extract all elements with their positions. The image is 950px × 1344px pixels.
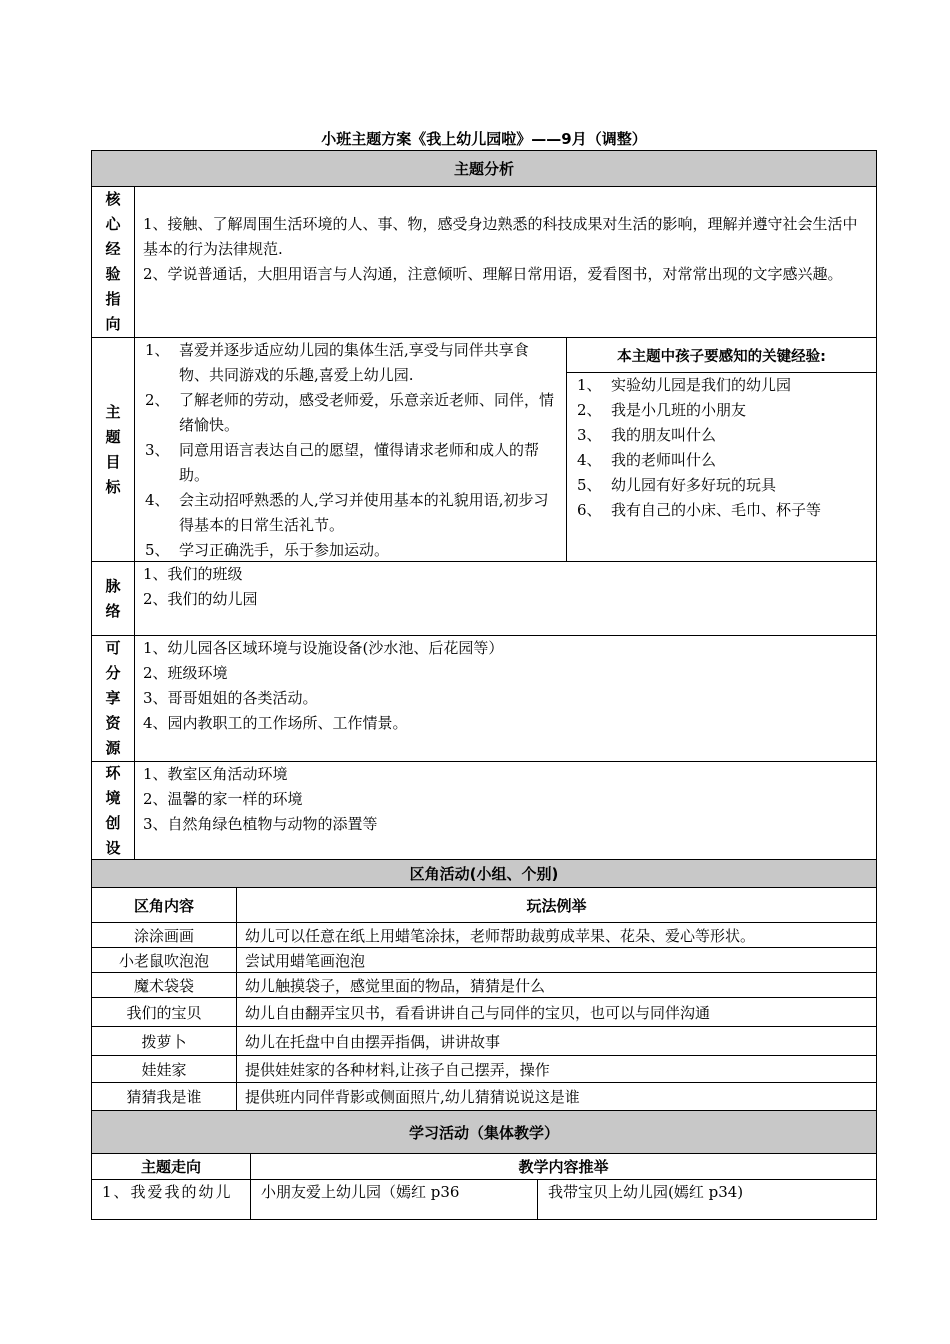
corner-col2-header: 玩法例举	[236, 887, 877, 923]
corner-row-name: 拨萝卜	[91, 1026, 237, 1056]
goals-label: 主题目标	[105, 402, 121, 496]
environment-line-3: 3、自然角绿色植物与动物的添置等	[143, 815, 378, 833]
learning-content-cell-2: 我带宝贝上幼儿园(嫣红 p34)	[537, 1179, 877, 1220]
theme-analysis-header	[91, 150, 877, 187]
learning-col1-header: 主题走向	[91, 1153, 251, 1180]
context-label: 脉络	[105, 576, 121, 620]
corner-row-name: 猜猜我是谁	[91, 1082, 237, 1111]
corner-row-desc: 幼儿可以任意在纸上用蜡笔涂抹，老师帮助裁剪成苹果、花朵、爱心等形状。	[236, 922, 877, 948]
key-experience-list	[577, 373, 870, 523]
learning-activity-header-text: 学习活动（集体教学）	[408, 1123, 559, 1142]
environment-line-1: 1、教室区角活动环境	[143, 765, 288, 783]
context-line-2: 2、我们的幼儿园	[143, 590, 258, 608]
theme-analysis-header-text: 主题分析	[453, 160, 514, 178]
corner-row-name: 涂涂画画	[91, 922, 237, 948]
resources-content	[134, 635, 877, 762]
corner-row-name: 我们的宝贝	[91, 997, 237, 1027]
corner-row-name: 魔术袋袋	[91, 972, 237, 998]
key-item: 2、 我是小几班的小朋友	[577, 401, 747, 419]
corner-row-desc: 幼儿自由翻弄宝贝书，看看讲讲自己与同伴的宝贝，也可以与同伴沟通	[236, 997, 877, 1027]
goal-item: 2、 了解老师的劳动，感受老师爱，乐意亲近老师、同伴，情绪愉快。	[145, 391, 555, 434]
corner-row-desc: 幼儿触摸袋子，感觉里面的物品，猜猜是什么	[236, 972, 877, 998]
learning-col2-header: 教学内容推举	[250, 1153, 877, 1180]
key-experience-header-text: 本主题中孩子要感知的关键经验:	[617, 348, 826, 365]
corner-row-desc: 幼儿在托盘中自由摆弄指偶，讲讲故事	[236, 1026, 877, 1056]
experience-label: 核心经验指向	[105, 190, 121, 333]
key-experience-content	[566, 372, 877, 562]
resources-line-1: 1、幼儿园各区域环境与设施设备(沙水池、后花园等）	[143, 639, 504, 657]
key-item: 1、 实验幼儿园是我们的幼儿园	[577, 376, 792, 394]
experience-line-1: 1、接触、了解周围生活环境的人、事、物，感受身边熟悉的科技成果对生活的影响，理解并遵守社会生活中基本的行为法律规范.	[143, 215, 858, 258]
goals-list	[145, 338, 558, 563]
experience-content	[134, 186, 877, 338]
goal-item: 1、 喜爱并逐步适应幼儿园的集体生活,享受与同伴共享食物、共同游戏的乐趣,喜爱上幼儿园.	[145, 341, 529, 384]
corner-activity-header-text: 区角活动(小组、个别)	[409, 865, 559, 883]
key-item: 5、 幼儿园有好多好玩的玩具	[577, 476, 777, 494]
goal-item: 5、 学习正确洗手，乐于参加运动。	[145, 541, 390, 559]
learning-activity-header	[91, 1110, 877, 1154]
corner-row-desc: 尝试用蜡笔画泡泡	[236, 947, 877, 973]
context-label-cell	[91, 561, 135, 636]
corner-row-name: 小老鼠吹泡泡	[91, 947, 237, 973]
experience-label-cell	[91, 186, 135, 338]
environment-label: 环境创设	[105, 763, 121, 857]
resources-line-4: 4、园内教职工的工作场所、工作情景。	[143, 714, 408, 732]
document-title: 小班主题方案《我上幼儿园啦》——9月（调整）	[321, 130, 647, 148]
goals-content	[134, 337, 567, 562]
corner-activity-header	[91, 859, 877, 888]
learning-direction-cell: 1、我爱我的幼儿	[91, 1179, 251, 1220]
resources-line-3: 3、哥哥姐姐的各类活动。	[143, 689, 318, 707]
resources-label: 可分享资源	[105, 639, 121, 757]
context-content	[134, 561, 877, 636]
goals-label-cell	[91, 337, 135, 562]
resources-line-2: 2、班级环境	[143, 664, 228, 682]
goal-item: 4、 会主动招呼熟悉的人,学习并使用基本的礼貌用语,初步习得基本的日常生活礼节。	[145, 491, 549, 534]
corner-row-name: 娃娃家	[91, 1055, 237, 1083]
key-item: 3、 我的朋友叫什么	[577, 426, 717, 444]
learning-content-cell-1: 小朋友爱上幼儿园（嫣红 p36	[250, 1179, 538, 1220]
corner-col1-header: 区角内容	[91, 887, 237, 923]
environment-line-2: 2、温馨的家一样的环境	[143, 790, 303, 808]
goal-item: 3、 同意用语言表达自己的愿望，懂得请求老师和成人的帮助。	[145, 441, 540, 484]
resources-label-cell	[91, 635, 135, 762]
environment-label-cell	[91, 761, 135, 860]
key-experience-header	[566, 337, 877, 373]
corner-row-desc: 提供娃娃家的各种材料,让孩子自己摆弄，操作	[236, 1055, 877, 1083]
context-line-1: 1、我们的班级	[143, 565, 243, 583]
key-item: 4、 我的老师叫什么	[577, 451, 717, 469]
corner-row-desc: 提供班内同伴背影或侧面照片,幼儿猜猜说说这是谁	[236, 1082, 877, 1111]
experience-line-2: 2、学说普通话，大胆用语言与人沟通，注意倾听、理解日常用语，爱看图书，对常常出现的文字感兴趣。	[143, 265, 843, 283]
environment-content	[134, 761, 877, 860]
key-item: 6、 我有自己的小床、毛巾、杯子等	[577, 501, 822, 519]
